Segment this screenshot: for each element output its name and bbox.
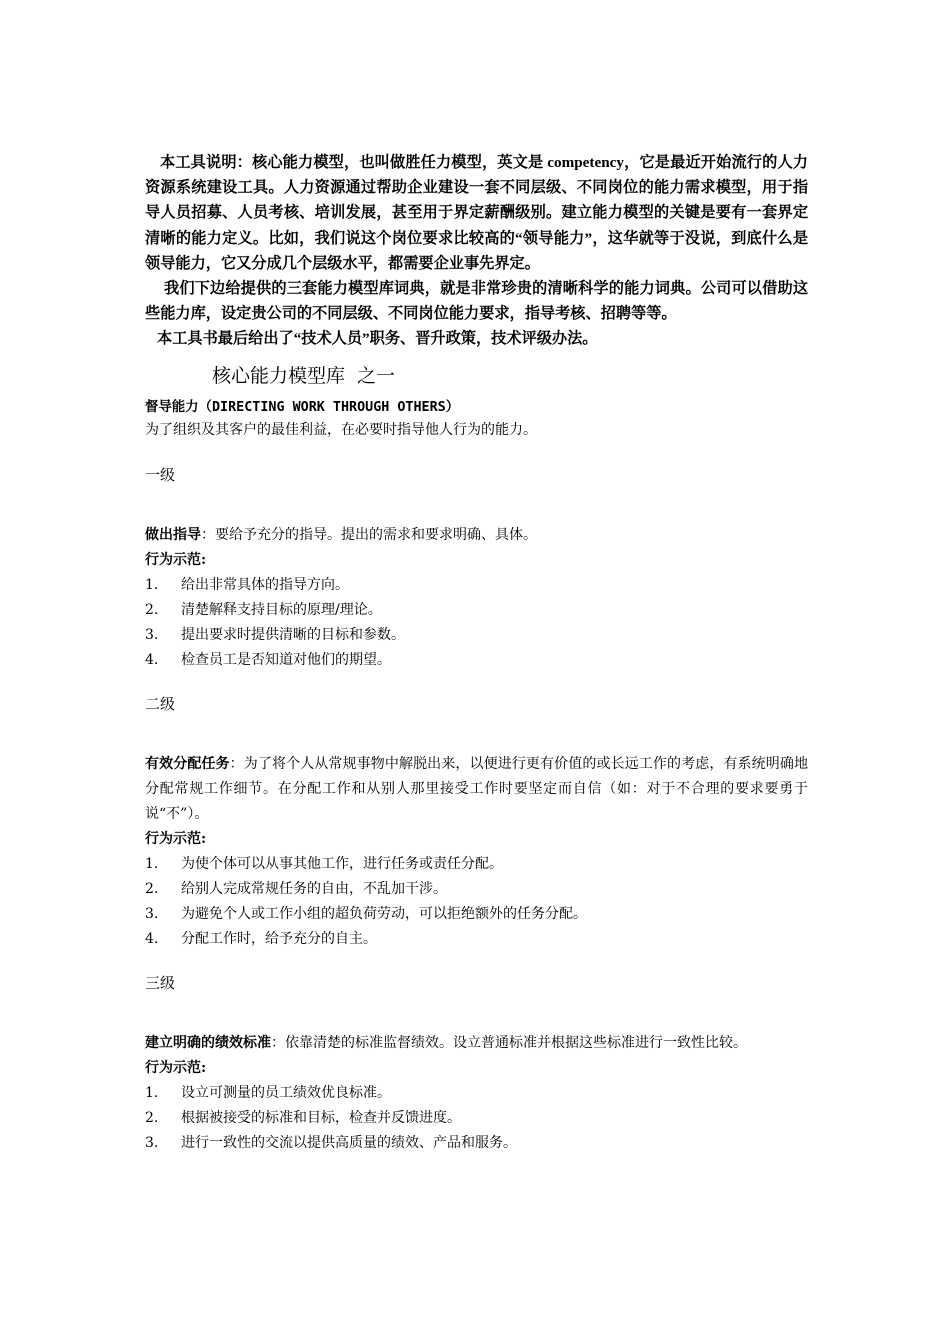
list-item [145,927,808,952]
level-heading: 二级 [145,694,176,713]
intro-paragraph: 本工具说明：核心能力模型，也叫做胜任力模型，英文是 competency，它是最近开始流行的人力资源系统建设工具。人力资源通过帮助企业建设一套不同层级、不同岗位的能力需求模型，用于指导人员招募、人员考核、培训发展，甚至用于界定薪酬级别。建立能力模型的关键是要有一套界定清晰的能力定义。比如，我们说这个岗位要求比较高的“领导能力”，这华就等于没说，到底什么是领导能力，它又分成几个层级水平，都需要企业事先界定。 [145,154,808,272]
behavior-name: 做出指导 [145,526,201,543]
item-number: 4. [145,651,159,668]
item-text: 分配工作时，给予充分的自主。 [181,930,377,947]
level-heading: 一级 [145,465,176,484]
examples-label: 行为示范: [145,1059,207,1076]
behavior-text: ：依靠清楚的标准监督绩效。设立普通标准并根据这些标准进行一致性比较。 [271,1034,747,1051]
item-number: 1. [145,855,159,872]
examples-list [145,1081,808,1156]
behavior-description [145,752,808,827]
competency-name: 督导能力（DIRECTING WORK THROUGH OTHERS） [145,399,460,415]
list-item [145,852,808,877]
list-item [145,1106,808,1131]
examples-list [145,852,808,952]
list-item [145,877,808,902]
list-item [145,1131,808,1156]
item-number: 2. [145,1109,159,1126]
section-title: 核心能力模型库 之一 [212,364,395,387]
item-text: 清楚解释支持目标的原理/理论。 [181,601,382,618]
item-text: 根据被接受的标准和目标，检查并反馈进度。 [181,1109,461,1126]
intro-section [145,150,808,352]
item-number: 3. [145,905,159,922]
behavior-text: ：为了将个人从常规事物中解脱出来，以便进行更有价值的或长远工作的考虑，有系统明确地分配常规工作细节。在分配工作和从别人那里接受工作时要坚定而自信（如：对于不合理的要求要勇于说“不”）。 [145,755,809,822]
examples-label: 行为示范: [145,551,207,568]
item-number: 3. [145,1134,159,1151]
item-text: 设立可测量的员工绩效优良标准。 [181,1084,391,1101]
competency-section [145,398,808,1156]
list-item [145,1081,808,1106]
item-number: 1. [145,576,159,593]
item-number: 4. [145,930,159,947]
list-item [145,623,808,648]
competency-definition: 为了组织及其客户的最佳利益，在必要时指导他人行为的能力。 [145,421,537,438]
item-number: 1. [145,1084,159,1101]
intro-paragraph: 本工具书最后给出了“技术人员”职务、晋升政策，技术评级办法。 [157,330,598,348]
list-item [145,598,808,623]
examples-label: 行为示范: [145,830,207,847]
intro-paragraph: 我们下边给提供的三套能力模型库词典，就是非常珍贵的清晰科学的能力词典。公司可以借助这些能力库，设定贵公司的不同层级、不同岗位能力要求，指导考核、招聘等等。 [145,280,808,323]
list-item [145,648,808,673]
item-text: 为避免个人或工作小组的超负荷劳动，可以拒绝额外的任务分配。 [181,905,587,922]
item-number: 3. [145,626,159,643]
list-item [145,902,808,927]
document-page [145,150,808,1156]
item-number: 2. [145,601,159,618]
behavior-name: 建立明确的绩效标准 [145,1034,271,1051]
item-text: 进行一致性的交流以提供高质量的绩效、产品和服务。 [181,1134,517,1151]
level-heading: 三级 [145,973,176,992]
list-item [145,573,808,598]
item-number: 2. [145,880,159,897]
behavior-description [145,1031,808,1056]
behavior-name: 有效分配任务 [145,755,230,772]
item-text: 给别人完成常规任务的自由，不乱加干涉。 [181,880,447,897]
behavior-description [145,523,808,548]
item-text: 检查员工是否知道对他们的期望。 [181,651,391,668]
item-text: 为使个体可以从事其他工作，进行任务或责任分配。 [181,855,503,872]
examples-list [145,573,808,673]
behavior-text: ：要给予充分的指导。提出的需求和要求明确、具体。 [201,526,537,543]
item-text: 给出非常具体的指导方向。 [181,576,349,593]
item-text: 提出要求时提供清晰的目标和参数。 [181,626,405,643]
